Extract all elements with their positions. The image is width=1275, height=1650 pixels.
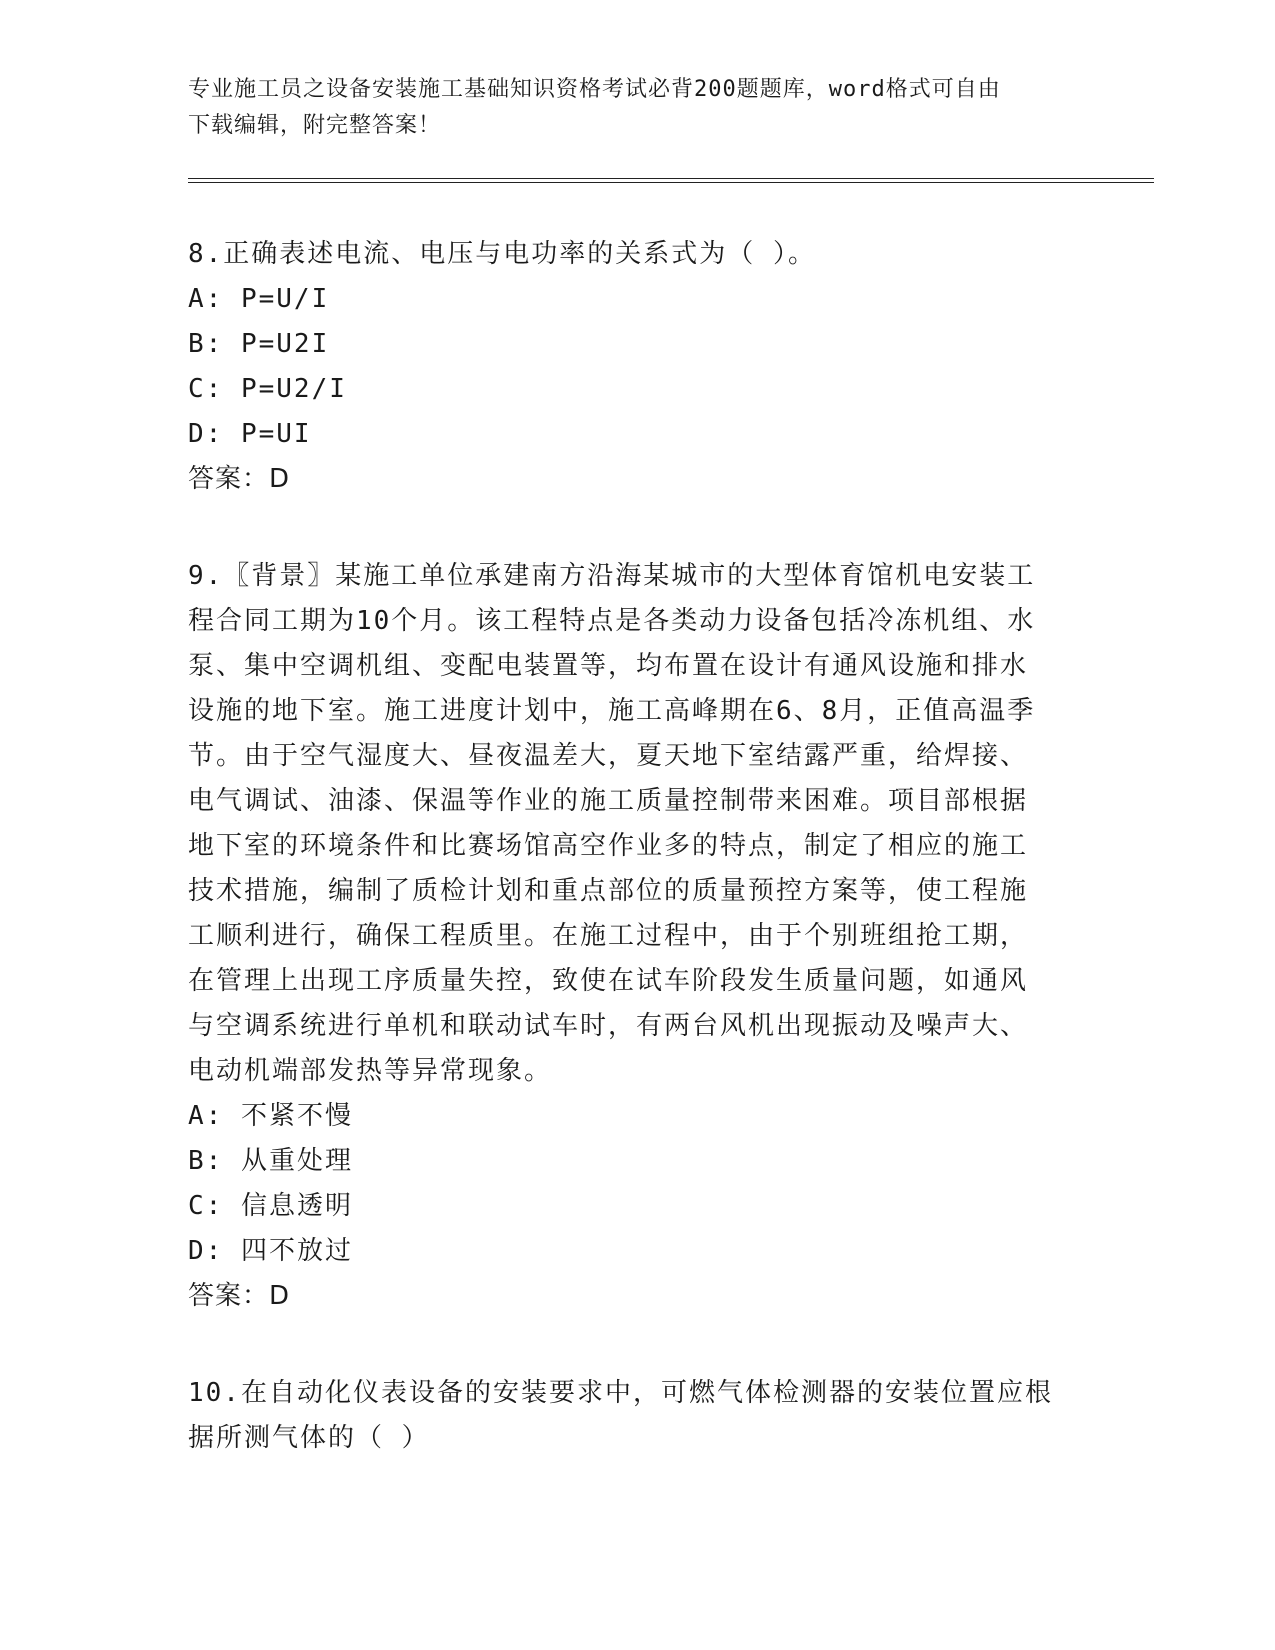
answer-line: 答案：D xyxy=(188,464,291,494)
question-stem-line: 程合同工期为10个月。该工程特点是各类动力设备包括冷冻机组、水 xyxy=(188,606,1036,636)
question-stem: 8.正确表述电流、电压与电功率的关系式为（ ）。 xyxy=(188,239,816,269)
question-stem-line: 在管理上出现工序质量失控，致使在试车阶段发生质量问题，如通风 xyxy=(188,966,1029,996)
option-d: D: 四不放过 xyxy=(188,1236,353,1266)
header-title-line-2: 下载编辑，附完整答案！ xyxy=(188,113,442,138)
question-list xyxy=(188,232,1088,1461)
option-d: D: P=UI xyxy=(188,419,312,449)
option-b: B: P=U2I xyxy=(188,329,330,359)
question-stem-line: 工顺利进行，确保工程质里。在施工过程中，由于个别班组抢工期， xyxy=(188,921,1029,951)
option-c: C: P=U2/I xyxy=(188,374,347,404)
question-stem-line: 电气调试、油漆、保温等作业的施工质量控制带来困难。项目部根据 xyxy=(188,786,1029,816)
question-stem-line: 节。由于空气湿度大、昼夜温差大，夏天地下室结露严重，给焊接、 xyxy=(188,741,1029,771)
question-stem-line: 地下室的环境条件和比赛场馆高空作业多的特点，制定了相应的施工 xyxy=(188,831,1029,861)
document-header xyxy=(188,72,1088,144)
question-9 xyxy=(188,554,1088,1319)
question-stem-line: 与空调系统进行单机和联动试车时，有两台风机出现振动及噪声大、 xyxy=(188,1011,1029,1041)
option-c: C: 信息透明 xyxy=(188,1191,353,1221)
question-stem-line: 10.在自动化仪表设备的安装要求中，可燃气体检测器的安装位置应根 xyxy=(188,1378,1053,1408)
option-a: A: P=U/I xyxy=(188,284,330,314)
question-spacer xyxy=(188,502,1088,554)
question-8 xyxy=(188,232,1088,502)
header-title-line-1: 专业施工员之设备安装施工基础知识资格考试必背200题题库，word格式可自由 xyxy=(188,77,1001,102)
question-stem-line: 技术措施，编制了质检计划和重点部位的质量预控方案等，使工程施 xyxy=(188,876,1029,906)
question-stem-line: 设施的地下室。施工进度计划中，施工高峰期在6、8月，正值高温季 xyxy=(188,696,1036,726)
question-stem-line: 9.〖背景〗某施工单位承建南方沿海某城市的大型体育馆机电安装工 xyxy=(188,561,1036,591)
question-stem-line: 电动机端部发热等异常现象。 xyxy=(188,1056,553,1086)
question-spacer xyxy=(188,1319,1088,1371)
header-divider xyxy=(188,178,1154,183)
option-a: A: 不紧不慢 xyxy=(188,1101,353,1131)
option-b: B: 从重处理 xyxy=(188,1146,353,1176)
question-stem-line: 泵、集中空调机组、变配电装置等，均布置在设计有通风设施和排水 xyxy=(188,651,1029,681)
answer-line: 答案：D xyxy=(188,1281,291,1311)
question-10 xyxy=(188,1371,1088,1461)
question-stem-line: 据所测气体的（ ） xyxy=(188,1423,430,1453)
